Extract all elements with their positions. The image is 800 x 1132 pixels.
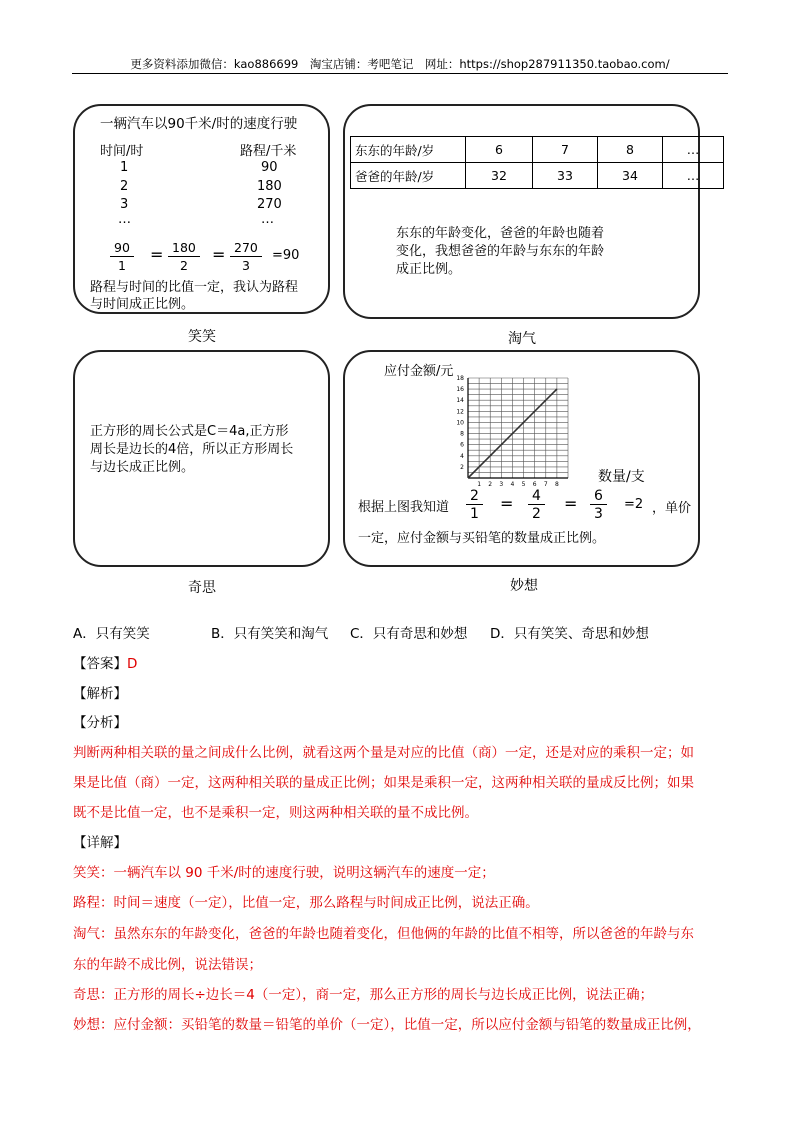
detail-label: 【详解】 xyxy=(73,835,127,851)
age-row2-c3: 34 xyxy=(598,163,663,189)
age-table xyxy=(350,136,724,189)
option-c: C．只有奇思和妙想 xyxy=(350,626,468,642)
box1-conclusion-1: 路程与时间的比值一定，我认为路程 xyxy=(90,280,299,295)
fenxi-line-1: 判断两种相关联的量之间成什么比例，就看这两个量是对应的比值（商）一定，还是对应的乘积一定；如 xyxy=(73,745,694,761)
chart-xlabel: 数量/支 xyxy=(598,469,645,485)
option-d: D．只有笑笑、奇思和妙想 xyxy=(490,626,649,642)
box4-text-2: 一定，应付金额与买铅笔的数量成正比例。 xyxy=(358,531,606,546)
box1-col-time: 时间/时 xyxy=(100,144,144,159)
detail-line-5: 奇思：正方形的周长÷边长＝4（一定），商一定，那么正方形的周长与边长成正比例，说法正确； xyxy=(73,987,654,1003)
caption-qisi: 奇思 xyxy=(188,580,216,596)
y-tick-label: 18 xyxy=(456,375,464,382)
box3-text-1: 正方形的周长公式是C＝4a,正方形 xyxy=(90,424,289,439)
age-row2-c1: 32 xyxy=(466,163,533,189)
box1-fraction-1: $\frac{90}{1}$ xyxy=(110,240,134,275)
box2-text-3: 成正比例。 xyxy=(396,262,462,277)
box4-equals-1: = xyxy=(500,494,514,513)
box1-time-3: 3 xyxy=(120,197,129,212)
y-tick-label: 16 xyxy=(456,386,464,394)
age-row2-c2: 33 xyxy=(533,163,598,189)
table-row xyxy=(351,163,724,189)
box4-intro: 根据上图我知道 xyxy=(358,500,450,515)
answer-label: 【答案】 xyxy=(73,656,127,672)
box1-time-more: … xyxy=(118,212,131,227)
box2-text-1: 东东的年龄变化，爸爸的年龄也随着 xyxy=(396,226,605,241)
header-divider xyxy=(72,73,728,74)
box3-text-3: 与边长成正比例。 xyxy=(90,460,195,475)
x-tick-label: 4 xyxy=(510,481,515,488)
detail-line-4: 东的年龄不成比例，说法错误； xyxy=(73,957,262,973)
x-tick-label: 7 xyxy=(543,481,548,488)
box4-equals-2: = xyxy=(564,494,578,513)
box1-conclusion-2: 与时间成正比例。 xyxy=(90,297,195,312)
answer-line xyxy=(73,652,137,672)
x-tick-label: 8 xyxy=(554,481,559,488)
age-row1-c2: 7 xyxy=(533,137,598,163)
option-a: A．只有笑笑 xyxy=(73,626,150,642)
age-row2-c4: … xyxy=(663,163,724,189)
detail-line-1: 笑笑：一辆汽车以 90 千米/时的速度行驶，说明这辆汽车的速度一定； xyxy=(73,865,495,881)
x-tick-label: 1 xyxy=(477,481,482,488)
y-tick-label: 4 xyxy=(460,452,464,460)
box1-dist-1: 90 xyxy=(261,160,278,175)
box1-col-distance: 路程/千米 xyxy=(240,144,297,159)
age-row1-label: 东东的年龄/岁 xyxy=(351,137,466,163)
age-row1-c4: … xyxy=(663,137,724,163)
box4-fraction-2: $\frac{4}{2}$ xyxy=(528,488,545,523)
page-header: 更多资料添加微信：kao886699 淘宝店铺：考吧笔记 网址：https://shop287911350.taobao.com/ xyxy=(130,57,670,71)
box3-text-2: 周长是边长的4倍，所以正方形周长 xyxy=(90,442,294,457)
box1-equals-1: = xyxy=(150,245,164,264)
option-b: B．只有笑笑和淘气 xyxy=(211,626,329,642)
detail-line-6: 妙想：应付金额：买铅笔的数量＝铅笔的单价（一定），比值一定，所以应付金额与铅笔的数量成正比例， xyxy=(73,1017,701,1033)
answer-value: D xyxy=(127,656,138,672)
x-tick-label: 6 xyxy=(532,481,537,488)
box4-result: =2 xyxy=(624,497,644,512)
table-row xyxy=(351,137,724,163)
box1-fraction-3: $\frac{270}{3}$ xyxy=(230,240,262,275)
y-tick-label: 14 xyxy=(456,397,464,405)
y-tick-label: 2 xyxy=(460,463,464,471)
box1-dist-more: … xyxy=(261,212,274,227)
fenxi-line-2: 果是比值（商）一定，这两种相关联的量成正比例；如果是乘积一定，这两种相关联的量成反比例；如果 xyxy=(73,775,694,791)
y-tick-label: 10 xyxy=(456,419,464,427)
box4-fraction-3: $\frac{6}{3}$ xyxy=(590,488,607,523)
x-tick-label: 5 xyxy=(521,481,526,488)
age-row1-c1: 6 xyxy=(466,137,533,163)
age-row2-label: 爸爸的年龄/岁 xyxy=(351,163,466,189)
y-tick-label: 8 xyxy=(460,430,464,438)
box1-fraction-2: $\frac{180}{2}$ xyxy=(168,240,200,275)
caption-taoqi: 淘气 xyxy=(508,331,536,347)
caption-miaoxiang: 妙想 xyxy=(510,578,538,594)
box4-fraction-1: $\frac{2}{1}$ xyxy=(466,488,483,523)
box4-tail: ，单价 xyxy=(652,501,692,516)
detail-line-3: 淘气：虽然东东的年龄变化，爸爸的年龄也随着变化，但他俩的年龄的比值不相等，所以爸爸的年龄与东 xyxy=(73,926,694,942)
y-tick-label: 6 xyxy=(460,441,464,449)
x-tick-label: 3 xyxy=(499,481,504,488)
price-chart xyxy=(440,372,580,490)
x-tick-label: 2 xyxy=(488,481,493,488)
box1-equals-2: = xyxy=(212,245,226,264)
box1-time-1: 1 xyxy=(120,160,129,175)
y-tick-label: 12 xyxy=(456,408,464,416)
fenxi-label: 【分析】 xyxy=(73,715,127,731)
caption-xiaoxiao: 笑笑 xyxy=(188,329,216,345)
box1-result: =90 xyxy=(272,248,300,263)
detail-line-2: 路程：时间＝速度（一定），比值一定，那么路程与时间成正比例，说法正确。 xyxy=(73,895,539,911)
fenxi-line-3: 既不是比值一定，也不是乘积一定，则这两种相关联的量不成比例。 xyxy=(73,805,478,821)
chart-ylabel: 应付金额/元 xyxy=(384,364,454,379)
age-row1-c3: 8 xyxy=(598,137,663,163)
analysis-label: 【解析】 xyxy=(73,686,127,702)
box1-dist-3: 270 xyxy=(257,197,282,212)
box1-time-2: 2 xyxy=(120,179,129,194)
box1-dist-2: 180 xyxy=(257,179,282,194)
box1-title: 一辆汽车以90千米/时的速度行驶 xyxy=(100,116,298,132)
box2-text-2: 变化，我想爸爸的年龄与东东的年龄 xyxy=(396,244,605,259)
